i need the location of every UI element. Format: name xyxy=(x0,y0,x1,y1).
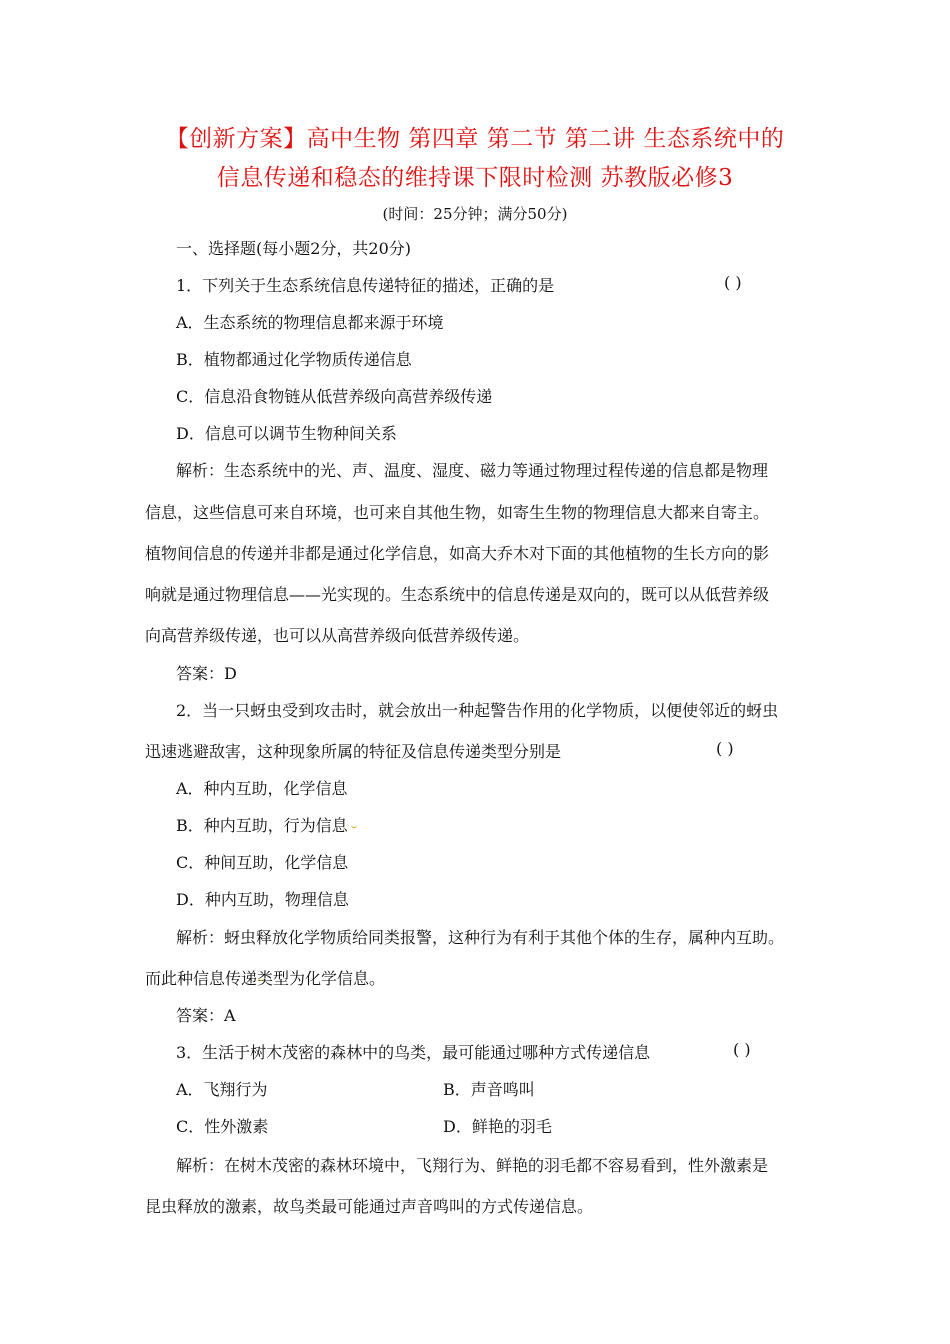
q3-analysis-line-2: 昆虫释放的激素，故鸟类最可能通过声音鸣叫的方式传递信息。 xyxy=(145,1197,594,1216)
q1-option-d: D．信息可以调节生物种间关系 xyxy=(176,424,397,443)
q2-stem-line-2: 迅速逃避敌害，这种现象所属的特征及信息传递类型分别是 xyxy=(145,742,562,761)
q2-answer-paren: ( ) xyxy=(716,739,734,758)
q2-option-a: A．种内互助，化学信息 xyxy=(176,779,348,798)
ink-mark xyxy=(351,824,357,828)
q1-analysis-line-2: 信息，这些信息可来自环境，也可来自其他生物，如寄生生物的物理信息大都来自寄主。 xyxy=(145,503,770,522)
q2-analysis-line-1: 解析：蚜虫释放化学物质给同类报警，这种行为有利于其他个体的生存，属种内互助。 xyxy=(176,928,785,947)
q2-stem-line-1: 2．当一只蚜虫受到攻击时，就会放出一种起警告作用的化学物质，以便使邻近的蚜虫 xyxy=(176,701,779,720)
exam-meta: (时间：25分钟；满分50分) xyxy=(382,205,568,223)
q3-option-b: B．声音鸣叫 xyxy=(443,1080,535,1099)
q1-stem: 1．下列关于生态系统信息传递特征的描述，正确的是 xyxy=(176,276,555,295)
section-heading: 一、选择题(每小题2分，共20分) xyxy=(176,239,412,258)
document-title-line-2: 信息传递和稳态的维持课下限时检测 苏教版必修3 xyxy=(216,165,734,191)
q1-analysis-line-1: 解析：生态系统中的光、声、温度、湿度、磁力等通过物理过程传递的信息都是物理 xyxy=(176,461,769,480)
q3-option-a: A．飞翔行为 xyxy=(176,1080,268,1099)
q1-option-c: C．信息沿食物链从低营养级向高营养级传递 xyxy=(176,387,493,406)
q2-answer: 答案：A xyxy=(176,1006,236,1025)
q1-option-a: A．生态系统的物理信息都来源于环境 xyxy=(176,313,444,332)
q1-answer-paren: ( ) xyxy=(724,273,742,292)
q3-answer-paren: ( ) xyxy=(733,1040,751,1059)
q1-answer: 答案：D xyxy=(176,664,237,683)
q1-analysis-line-4: 响就是通过物理信息——光实现的。生态系统中的信息传递是双向的，既可以从低营养级 xyxy=(145,585,770,604)
q3-option-d: D．鲜艳的羽毛 xyxy=(443,1117,552,1136)
q1-option-b: B．植物都通过化学物质传递信息 xyxy=(176,350,412,369)
document-title-line-1: 【创新方案】高中生物 第四章 第二节 第二讲 生态系统中的 xyxy=(165,126,785,152)
q3-stem: 3．生活于树木茂密的森林中的鸟类，最可能通过哪种方式传递信息 xyxy=(176,1043,651,1062)
q3-analysis-line-1: 解析：在树木茂密的森林环境中，飞翔行为、鲜艳的羽毛都不容易看到，性外激素是 xyxy=(176,1156,769,1175)
q1-analysis-line-5: 向高营养级传递，也可以从高营养级向低营养级传递。 xyxy=(145,626,530,645)
q2-option-d: D．种内互助，物理信息 xyxy=(176,890,349,909)
q2-analysis-line-2: 而此种信息传递类型为化学信息。 xyxy=(145,969,386,988)
q1-analysis-line-3: 植物间信息的传递并非都是通过化学信息，如高大乔木对下面的其他植物的生长方向的影 xyxy=(145,544,770,563)
q3-option-c: C．性外激素 xyxy=(176,1117,269,1136)
q2-option-b: B．种内互助，行为信息 xyxy=(176,816,348,835)
q2-option-c: C．种间互助，化学信息 xyxy=(176,853,349,872)
